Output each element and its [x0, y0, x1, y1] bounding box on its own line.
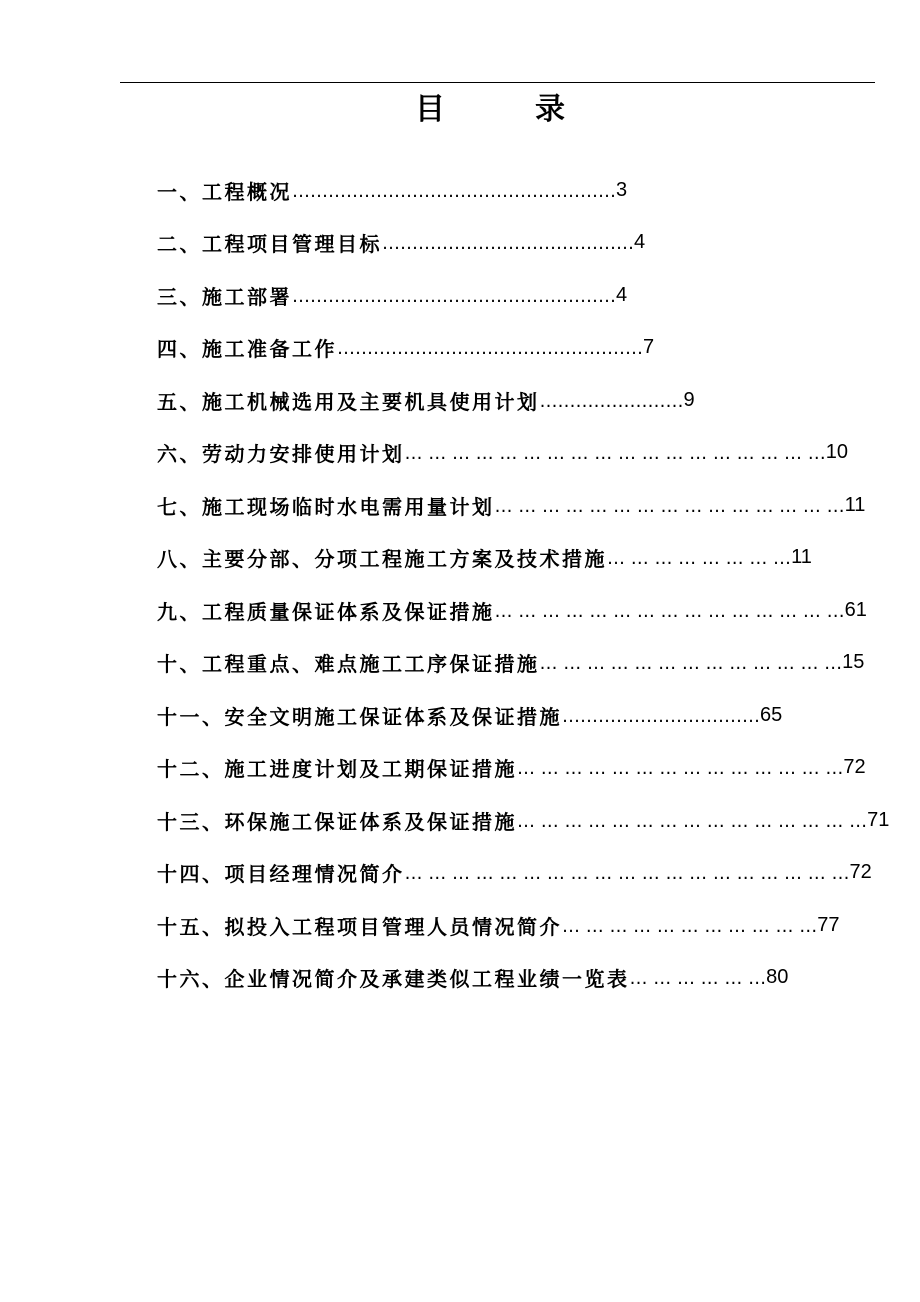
toc-entry[interactable] — [157, 269, 857, 322]
toc-entry-label: 四、施工准备工作 — [157, 337, 337, 362]
toc-entry-page: 11 — [844, 493, 866, 516]
toc-entry-page: 11 — [791, 546, 812, 569]
toc-entry-label: 五、施工机械选用及主要机具使用计划 — [157, 389, 540, 414]
toc-entry-page: 4 — [634, 231, 646, 254]
toc-entry-leader: …………………………… — [562, 705, 760, 727]
toc-entry[interactable] — [157, 584, 867, 637]
toc-entry-leader: … … … … … … … … … … … … … … … … … … — [404, 443, 826, 465]
toc-entry[interactable] — [157, 479, 866, 532]
toc-entry-label: 十四、项目经理情况简介 — [157, 862, 405, 887]
toc-entry-page: 77 — [817, 913, 840, 936]
toc-entry-page: 72 — [843, 756, 866, 779]
toc-entry-label: 十六、企业情况简介及承建类似工程业绩一览表 — [157, 967, 630, 992]
toc-entry[interactable] — [157, 217, 857, 270]
toc-entry[interactable] — [157, 374, 857, 427]
toc-entry-page: 65 — [760, 703, 783, 726]
toc-entry-page: 72 — [849, 861, 872, 884]
toc-entry-page: 9 — [683, 388, 695, 411]
toc-entry-leader: … … … … … … … … … … … … … … — [517, 758, 844, 780]
toc-entry[interactable] — [157, 532, 857, 585]
toc-entry-page: 4 — [616, 283, 628, 306]
toc-entry[interactable] — [157, 164, 857, 217]
table-of-contents — [157, 164, 890, 1004]
toc-entry-label: 一、工程概况 — [157, 179, 292, 204]
toc-entry-page: 71 — [867, 808, 890, 831]
toc-entry-page: 15 — [842, 651, 865, 674]
toc-entry-leader: ……………………………………………… — [292, 285, 616, 307]
toc-entry-label: 二、工程项目管理目标 — [157, 232, 382, 257]
toc-entry[interactable] — [157, 689, 857, 742]
toc-entry[interactable] — [157, 847, 872, 900]
toc-entry[interactable] — [157, 952, 857, 1005]
toc-entry-leader: …………………… — [539, 390, 684, 412]
toc-entry-label: 十、工程重点、难点施工工序保证措施 — [157, 652, 540, 677]
toc-entry-leader: ……………………………………………… — [292, 180, 616, 202]
toc-entry-label: 十五、拟投入工程项目管理人员情况简介 — [157, 914, 562, 939]
toc-entry-page: 61 — [844, 598, 867, 621]
toc-entry[interactable] — [157, 637, 865, 690]
toc-entry-page: 10 — [825, 441, 849, 464]
toc-entry-page: 80 — [766, 966, 789, 989]
toc-entry-label: 八、主要分部、分项工程施工方案及技术措施 — [157, 547, 607, 572]
toc-entry-label: 七、施工现场临时水电需用量计划 — [157, 494, 495, 519]
page-title: 目 录 — [415, 92, 565, 127]
toc-entry-leader: … … … … … … … … — [607, 548, 792, 570]
toc-entry-label: 九、工程质量保证体系及保证措施 — [157, 599, 495, 624]
toc-entry-label: 十二、施工进度计划及工期保证措施 — [157, 757, 517, 782]
toc-entry-label: 三、施工部署 — [157, 284, 292, 309]
toc-entry-leader: … … … … … … … … … … … … … … … — [517, 810, 868, 832]
toc-entry-page: 7 — [643, 336, 655, 359]
toc-entry-leader: … … … … … … … … … … … … … … … — [494, 495, 845, 517]
toc-entry-leader: … … … … … … … … … … … … … … … — [494, 600, 845, 622]
toc-entry[interactable] — [157, 899, 857, 952]
toc-entry[interactable] — [157, 794, 890, 847]
toc-entry-leader: … … … … … … … … … … … — [562, 915, 818, 937]
toc-entry-leader: … … … … … … — [629, 968, 767, 990]
toc-entry-label: 十三、环保施工保证体系及保证措施 — [157, 809, 517, 834]
toc-entry-label: 六、劳动力安排使用计划 — [157, 442, 405, 467]
toc-entry[interactable] — [157, 427, 857, 480]
toc-entry[interactable] — [157, 742, 866, 795]
toc-entry-label: 十一、安全文明施工保证体系及保证措施 — [157, 704, 562, 729]
header-rule — [120, 82, 875, 83]
toc-entry-leader: … … … … … … … … … … … … … … … … … … … — [404, 863, 850, 885]
toc-entry-leader: … … … … … … … … … … … … … — [539, 653, 843, 675]
toc-entry-leader: …………………………………… — [382, 233, 634, 255]
toc-entry[interactable] — [157, 322, 857, 375]
toc-entry-leader: …………………………………………… — [337, 338, 643, 360]
toc-entry-page: 3 — [616, 178, 628, 201]
